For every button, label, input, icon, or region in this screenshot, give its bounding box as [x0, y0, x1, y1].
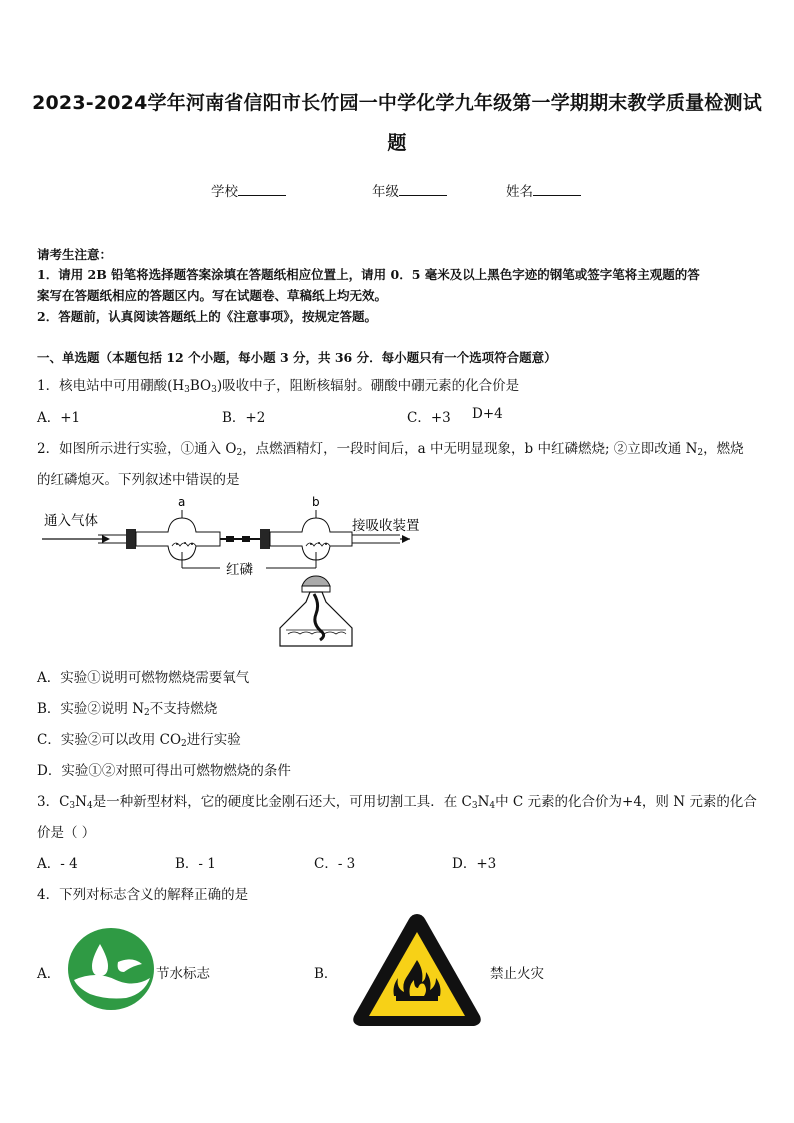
question-1-stem: 1．核电站中可用硼酸$(H_3BO_3)$吸收中子，阻断核辐射。硼酸中硼元素的化合价是 — [37, 378, 520, 395]
section-heading: 一、单选题（本题包括 12 个小题，每小题 3 分，共 36 分．每小题只有一个选项符合题意） — [37, 350, 557, 365]
exam-title-line2: 题 — [387, 132, 407, 154]
combustion-apparatus-diagram — [30, 494, 450, 654]
grade-blank — [399, 183, 447, 196]
name-label: 姓名 — [506, 184, 533, 200]
q1-option-b: B．+2 — [222, 410, 266, 426]
q3-option-d: D．+3 — [452, 856, 497, 872]
q1-option-d: D+4 — [472, 406, 503, 422]
school-field — [211, 180, 286, 200]
q4-option-b-letter: B． — [314, 966, 338, 982]
q2-option-a: A．实验①说明可燃物燃烧需要氧气 — [37, 670, 250, 686]
q1-option-a: A．+1 — [37, 410, 81, 426]
question-2-stem-line2: 的红磷熄灭。下列叙述中错误的是 — [37, 472, 240, 488]
fire-warning-icon — [350, 910, 484, 1030]
q2-option-d: D．实验①②对照可得出可燃物燃烧的条件 — [37, 763, 291, 779]
tube-a — [136, 518, 220, 560]
q3-option-c: C．- 3 — [314, 856, 356, 872]
q2-option-c: C．实验②可以改用 $CO_2$进行实验 — [37, 732, 241, 749]
outlet-label: 接吸收装置 — [352, 518, 420, 534]
label-a: a — [178, 495, 186, 509]
q4-option-a-text: 节水标志 — [156, 966, 210, 982]
exam-title-line1: 2023-2024学年河南省信阳市长竹园一中学化学九年级第一学期期末教学质量检测试 — [32, 92, 762, 114]
water-saving-icon — [66, 926, 156, 1012]
q4-option-b-text: 禁止火灾 — [490, 966, 544, 982]
question-3-stem-line2: 价是（ ） — [37, 825, 96, 841]
q3-option-b: B．- 1 — [175, 856, 216, 872]
name-field — [506, 180, 581, 200]
q1-option-c: C．+3 — [407, 410, 451, 426]
q4-option-a-letter: A． — [37, 966, 61, 982]
question-2-stem-line1: 2．如图所示进行实验，①通入 $O_2$，点燃酒精灯，一段时间后，a 中无明显现象，b 中红磷燃烧; ②立即改通 $N_2$，燃烧 — [37, 441, 744, 458]
lamp-cap — [302, 576, 330, 586]
grade-label: 年级 — [372, 184, 399, 200]
phosphorus-label: 红磷 — [226, 562, 253, 578]
school-label: 学校 — [211, 184, 238, 200]
inlet-label: 通入气体 — [44, 513, 98, 529]
notice-item1-line2: 案写在答题纸相应的答题区内。写在试题卷、草稿纸上均无效。 — [37, 288, 388, 303]
tube-b — [270, 518, 352, 560]
label-b: b — [312, 495, 320, 509]
grade-field — [372, 180, 447, 200]
notice-item1-line1: 1．请用 2B 铅笔将选择题答案涂填在答题纸相应位置上，请用 0．5 毫米及以上黑色字迹的钢笔或签字笔将主观题的答 — [37, 267, 700, 282]
name-blank — [533, 183, 581, 196]
q3-option-a: A．- 4 — [37, 856, 78, 872]
q2-option-b: B．实验②说明 $N_2$不支持燃烧 — [37, 701, 218, 718]
notice-item2: 2．答题前，认真阅读答题纸上的《注意事项》，按规定答题。 — [37, 309, 377, 324]
question-3-stem-line1: 3．$C_3N_4$是一种新型材料，它的硬度比金刚石还大，可用切割工具．在 $C_3N_4$中 C 元素的化合价为+4，则 N 元素的化合 — [37, 794, 757, 811]
notice-heading: 请考生注意： — [37, 247, 113, 262]
school-blank — [238, 183, 286, 196]
question-4-stem: 4．下列对标志含义的解释正确的是 — [37, 887, 249, 903]
